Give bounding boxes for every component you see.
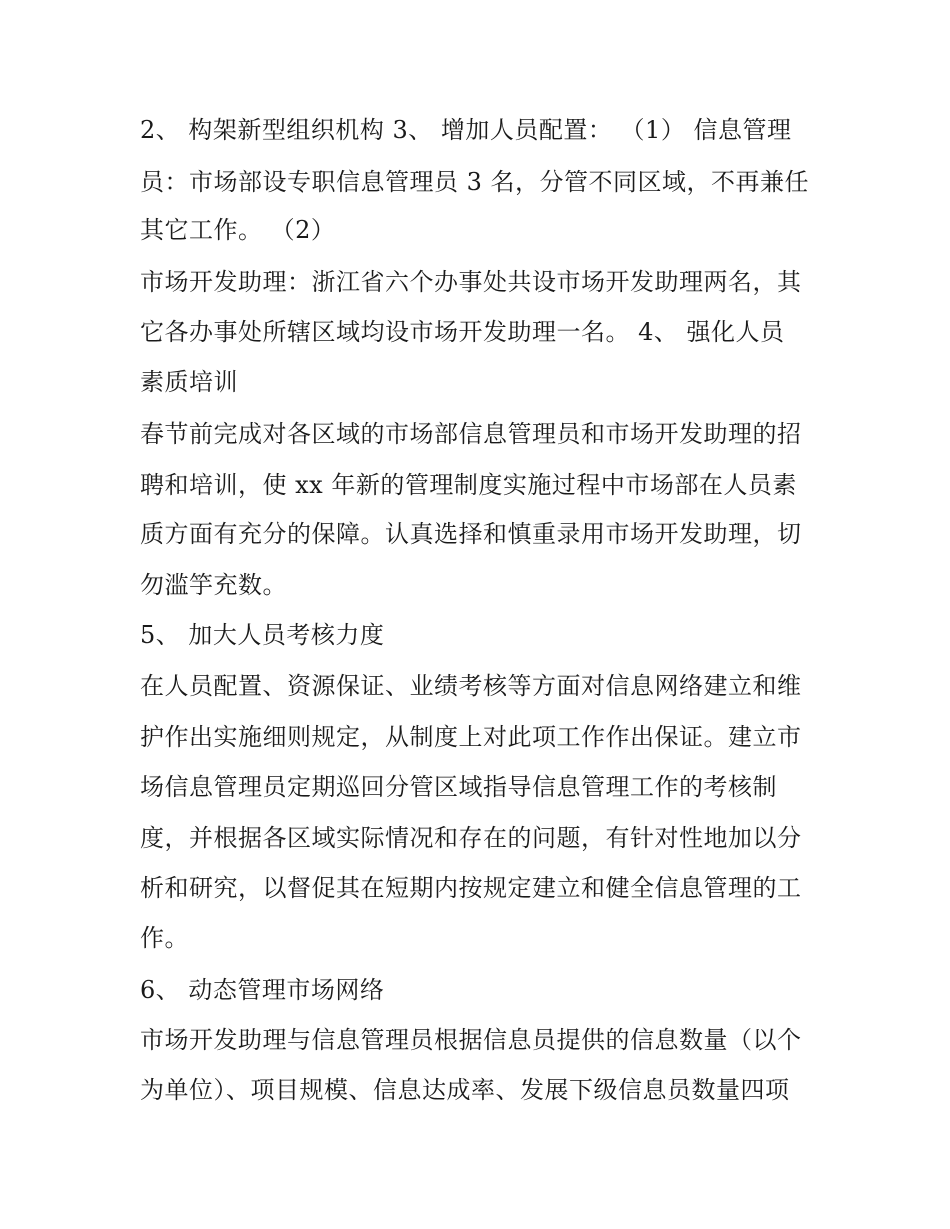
- text-line: 它各办事处所辖区域均设市场开发助理一名。 4、 强化人员: [140, 318, 785, 346]
- text-line: 度，并根据各区域实际情况和存在的问题，有针对性地加以分: [140, 824, 802, 852]
- text-line: 市场开发助理与信息管理员根据信息员提供的信息数量（以个: [140, 1026, 802, 1054]
- text-line: 场信息管理员定期巡回分管区域指导信息管理工作的考核制: [140, 773, 777, 801]
- text-line: 春节前完成对各区域的市场部信息管理员和市场开发助理的招: [140, 420, 802, 448]
- text-line: 6、 动态管理市场网络: [140, 976, 385, 1004]
- text-line: 素质培训: [140, 368, 238, 396]
- text-line: 其它工作。 （2）: [140, 216, 336, 244]
- text-line: 市场开发助理：浙江省六个办事处共设市场开发助理两名，其: [140, 268, 802, 296]
- text-line: 为单位）、项目规模、信息达成率、发展下级信息员数量四项: [140, 1076, 790, 1104]
- text-line: 析和研究，以督促其在短期内按规定建立和健全信息管理的工: [140, 874, 802, 902]
- text-line: 作。: [140, 924, 189, 952]
- text-line: 2、 构架新型组织机构 3、 增加人员配置： （1） 信息管理: [140, 116, 792, 144]
- text-line: 勿滥竽充数。: [140, 571, 287, 599]
- text-line: 护作出实施细则规定，从制度上对此项工作作出保证。建立市: [140, 723, 802, 751]
- text-line: 质方面有充分的保障。认真选择和慎重录用市场开发助理，切: [140, 520, 802, 548]
- text-line: 5、 加大人员考核力度: [140, 621, 385, 649]
- text-line: 员：市场部设专职信息管理员 3 名，分管不同区域，不再兼任: [140, 168, 810, 196]
- text-line: 聘和培训，使 xx 年新的管理制度实施过程中市场部在人员素: [140, 471, 797, 499]
- text-line: 在人员配置、资源保证、业绩考核等方面对信息网络建立和维: [140, 672, 802, 700]
